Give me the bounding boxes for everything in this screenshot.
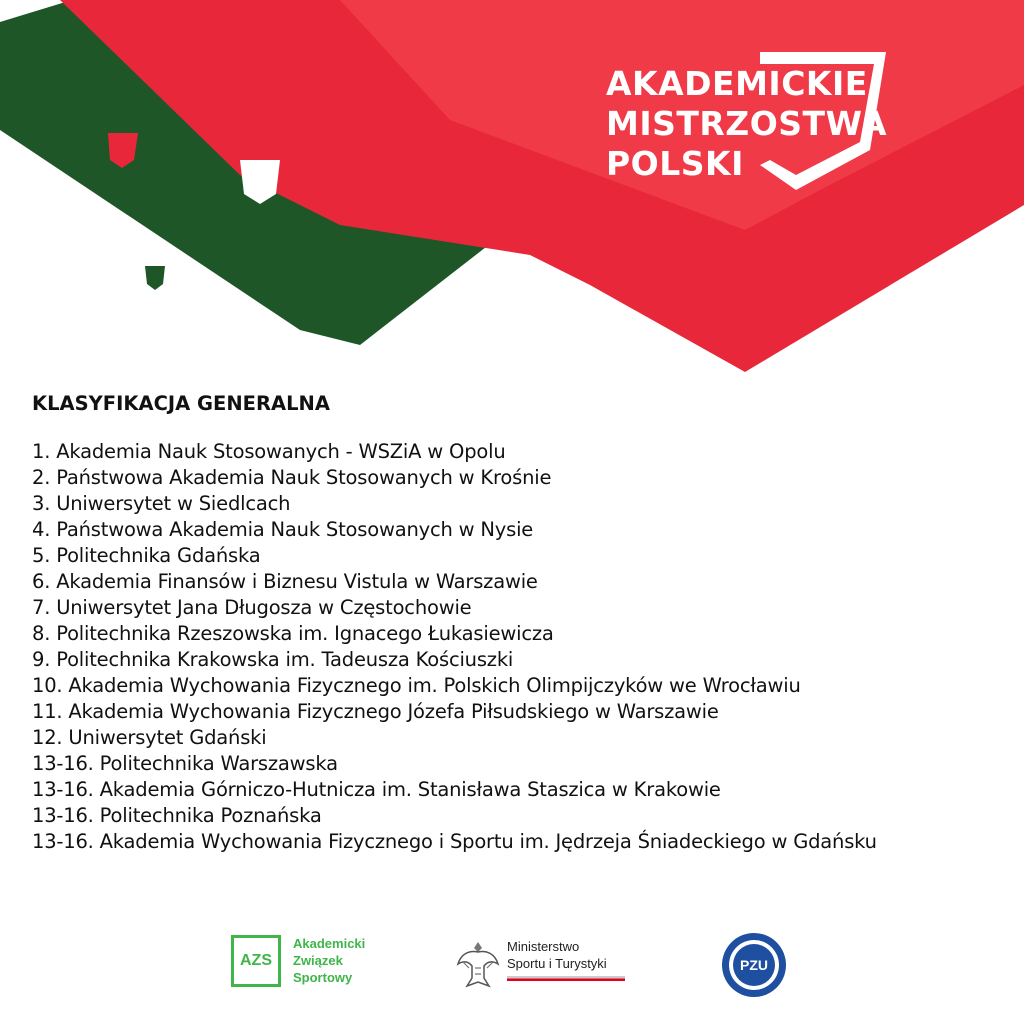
- classification-section: [32, 392, 1017, 855]
- ministry-line-1: Ministerstwo: [507, 939, 580, 954]
- ranking-item: 13-16. Akademia Wychowania Fizycznego i Sportu im. Jędrzeja Śniadeckiego w Gdańsku: [32, 830, 877, 853]
- azs-name: [293, 935, 365, 986]
- ministry-logo: [455, 938, 625, 990]
- ranking-item: 6. Akademia Finansów i Biznesu Vistula w Warszawie: [32, 570, 538, 593]
- pzu-logo: [721, 932, 787, 998]
- ranking-list: [32, 439, 1017, 855]
- ministry-line-2: Sportu i Turystyki: [507, 956, 607, 971]
- eagle-emblem-icon: [455, 938, 501, 990]
- ranking-item: 2. Państwowa Akademia Nauk Stosowanych w Krośnie: [32, 466, 552, 489]
- ranking-item: 4. Państwowa Akademia Nauk Stosowanych w Nysie: [32, 518, 534, 541]
- azs-mark-icon: AZS: [231, 935, 281, 987]
- green-small-shield-icon: [145, 266, 165, 290]
- pzu-mark: PZU: [740, 957, 768, 973]
- ranking-item: 8. Politechnika Rzeszowska im. Ignacego Łukasiewicza: [32, 622, 554, 645]
- azs-logo: [231, 935, 365, 987]
- logo-line-1: AKADEMICKIE: [606, 64, 868, 103]
- ranking-item: 10. Akademia Wychowania Fizycznego im. Polskich Olimpijczyków we Wrocławiu: [32, 674, 801, 697]
- azs-line-2: Związek: [293, 953, 343, 968]
- ranking-item: 9. Politechnika Krakowska im. Tadeusza Kościuszki: [32, 648, 514, 671]
- ranking-item: 13-16. Akademia Górniczo-Hutnicza im. Stanisława Staszica w Krakowie: [32, 778, 721, 801]
- ranking-item: 13-16. Politechnika Poznańska: [32, 804, 322, 827]
- ministry-name: [507, 938, 625, 981]
- ranking-item: 12. Uniwersytet Gdański: [32, 726, 267, 749]
- ranking-item: 11. Akademia Wychowania Fizycznego Józefa Piłsudskiego w Warszawie: [32, 700, 719, 723]
- logo-line-3: POLSKI: [606, 144, 744, 183]
- azs-line-1: Akademicki: [293, 936, 366, 951]
- ranking-item: 5. Politechnika Gdańska: [32, 544, 261, 567]
- championship-logo: [606, 64, 887, 184]
- logo-line-2: MISTRZOSTWA: [606, 104, 888, 143]
- ranking-item: 1. Akademia Nauk Stosowanych - WSZiA w Opolu: [32, 440, 506, 463]
- classification-title: KLASYFIKACJA GENERALNA: [32, 392, 330, 415]
- azs-line-3: Sportowy: [293, 970, 353, 985]
- ranking-item: 13-16. Politechnika Warszawska: [32, 752, 338, 775]
- ranking-item: 3. Uniwersytet w Siedlcach: [32, 492, 291, 515]
- ministry-flag-stripe: [507, 976, 625, 981]
- ranking-item: 7. Uniwersytet Jana Długosza w Częstochowie: [32, 596, 472, 619]
